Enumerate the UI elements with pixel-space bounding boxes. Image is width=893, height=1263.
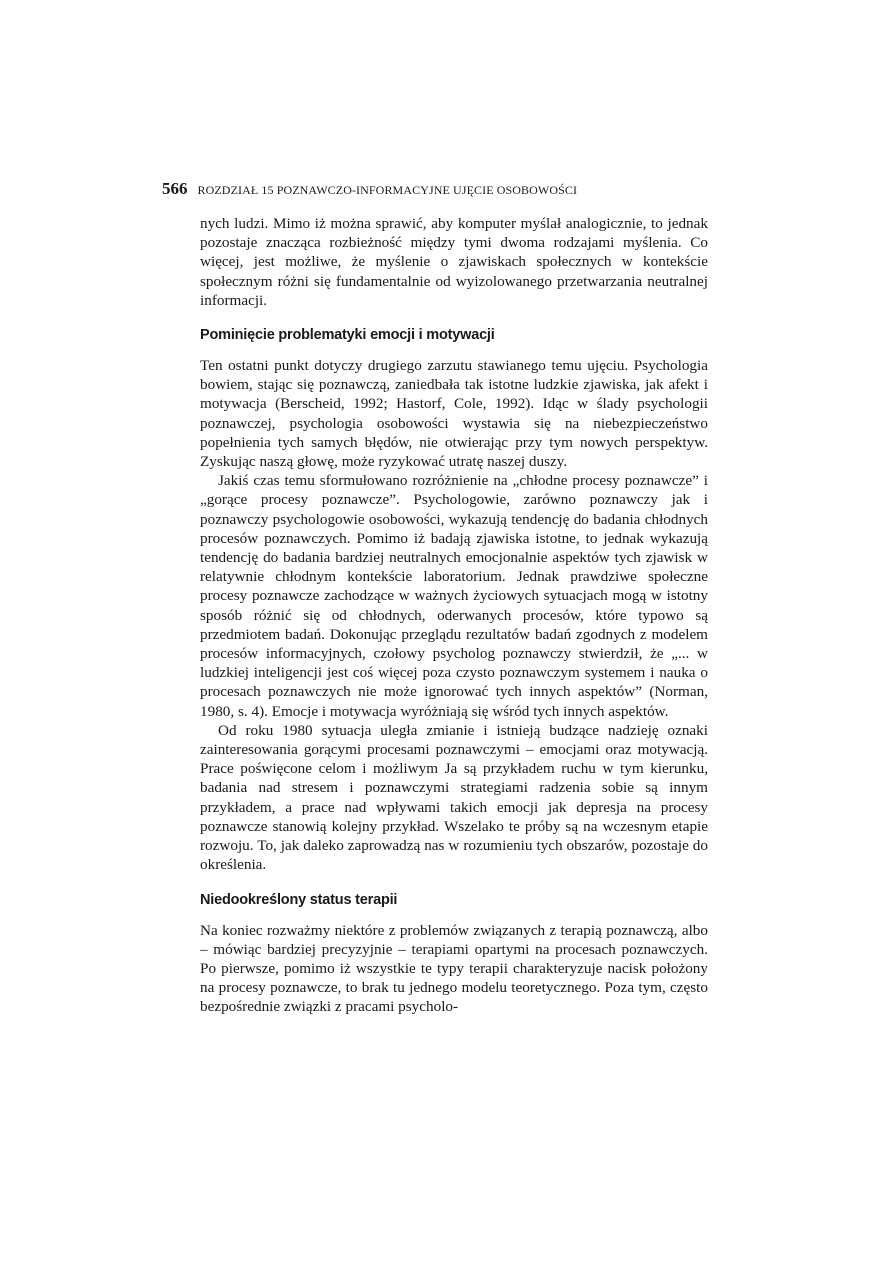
section-heading-therapy-status: Niedookreślony status terapii [200, 891, 398, 908]
paragraph-3: Od roku 1980 sytuacja uległa zmianie i istnieją budzące nadzieję oznaki zainteresowania gorącymi procesami poznawczymi – emocjami oraz motywacją. Prace poświęcone celom i możliwym Ja są przykładem ruchu w tym kierunku, badania nad stresem i poznawczymi strategiami radzenia sobie są innym przykładem, a prace nad wpływami takich emocji jak depresja na procesy poznawcze stanowią kolejny przykład. Wszelako te próby są na wczesnym etapie rozwoju. To, jak daleko zaprowadzą nas w rozumieniu tych obszarów, pozostaje do określenia. [200, 721, 708, 874]
page-number: 566 [162, 179, 188, 198]
paragraph-1: Ten ostatni punkt dotyczy drugiego zarzutu stawianego temu ujęciu. Psychologia bowiem, stając się poznawczą, zaniedbała tak istotne ludzkie zjawiska, jak afekt i motywacja (Berscheid, 1992; Hastorf, Cole, 1992). Idąc w ślady psychologii poznawczej, psychologia osobowości wystawia się na niebezpieczeństwo popełnienia tych samych błędów, nie otwierając przy tym nowych perspektyw. Zyskując naszą głowę, może ryzykować utratę naszej duszy. [200, 357, 708, 471]
paragraph-4: Na koniec rozważmy niektóre z problemów związanych z terapią poznawczą, albo – mówiąc bardziej precyzyjnie – terapiami opartymi na procesach poznawczych. Po pierwsze, pomimo iż wszystkie te typy terapii charakteryzuje nacisk położony na procesy poznawcze, to brak tu jednego modelu teoretycznego. Poza tym, często bezpośrednie związki z pracami psycholo- [200, 921, 708, 1016]
paragraph-2: Jakiś czas temu sformułowano rozróżnienie na „chłodne procesy poznawcze” i „gorące procesy poznawcze”. Psychologowie, zarówno poznawczy jak i poznawczy psychologowie osobowości, wykazują tendencję do badania chłodnych procesów poznawczych. Pomimo iż badają zjawiska istotne, to jednak wykazują tendencję do badania bardziej neutralnych emocjonalnie aspektów tych zjawisk w relatywnie chłodnym kontekście laboratorium. Jednak prawdziwe społeczne procesy poznawcze zachodzące w ważnych życiowych sytuacjach mogą w istotny sposób różnić się od chłodnych, oderwanych procesów, które typowo są przedmiotem badań. Dokonując przeglądu rezultatów badań zgodnych z modelem procesów informacyjnych, czołowy psycholog poznawczy stwierdził, że „... w ludzkiej inteligencji jest coś więcej poza czysto poznawczym systemem i nauka o procesach poznawczych nie może ignorować tych innych aspektów” (Norman, 1980, s. 4). Emocje i motywacja wyróżniają się wśród tych innych aspektów. [200, 472, 708, 720]
running-head: ROZDZIAŁ 15 POZNAWCZO-INFORMACYJNE UJĘCIE OSOBOWOŚCI [197, 183, 578, 197]
paragraph-intro: nych ludzi. Mimo iż można sprawić, aby komputer myślał analogicznie, to jednak pozostaje znacząca rozbieżność między tymi dwoma rodzajami myślenia. Co więcej, jest możliwe, że myślenie o zjawiskach społecznych w kontekście społecznym różni się fundamentalnie od wyizolowanego przetwarzania neutralnej informacji. [200, 215, 708, 309]
section-heading-emotion-motivation: Pominięcie problematyki emocji i motywacji [200, 327, 495, 344]
body-text [200, 214, 708, 1017]
page-header [162, 179, 577, 199]
